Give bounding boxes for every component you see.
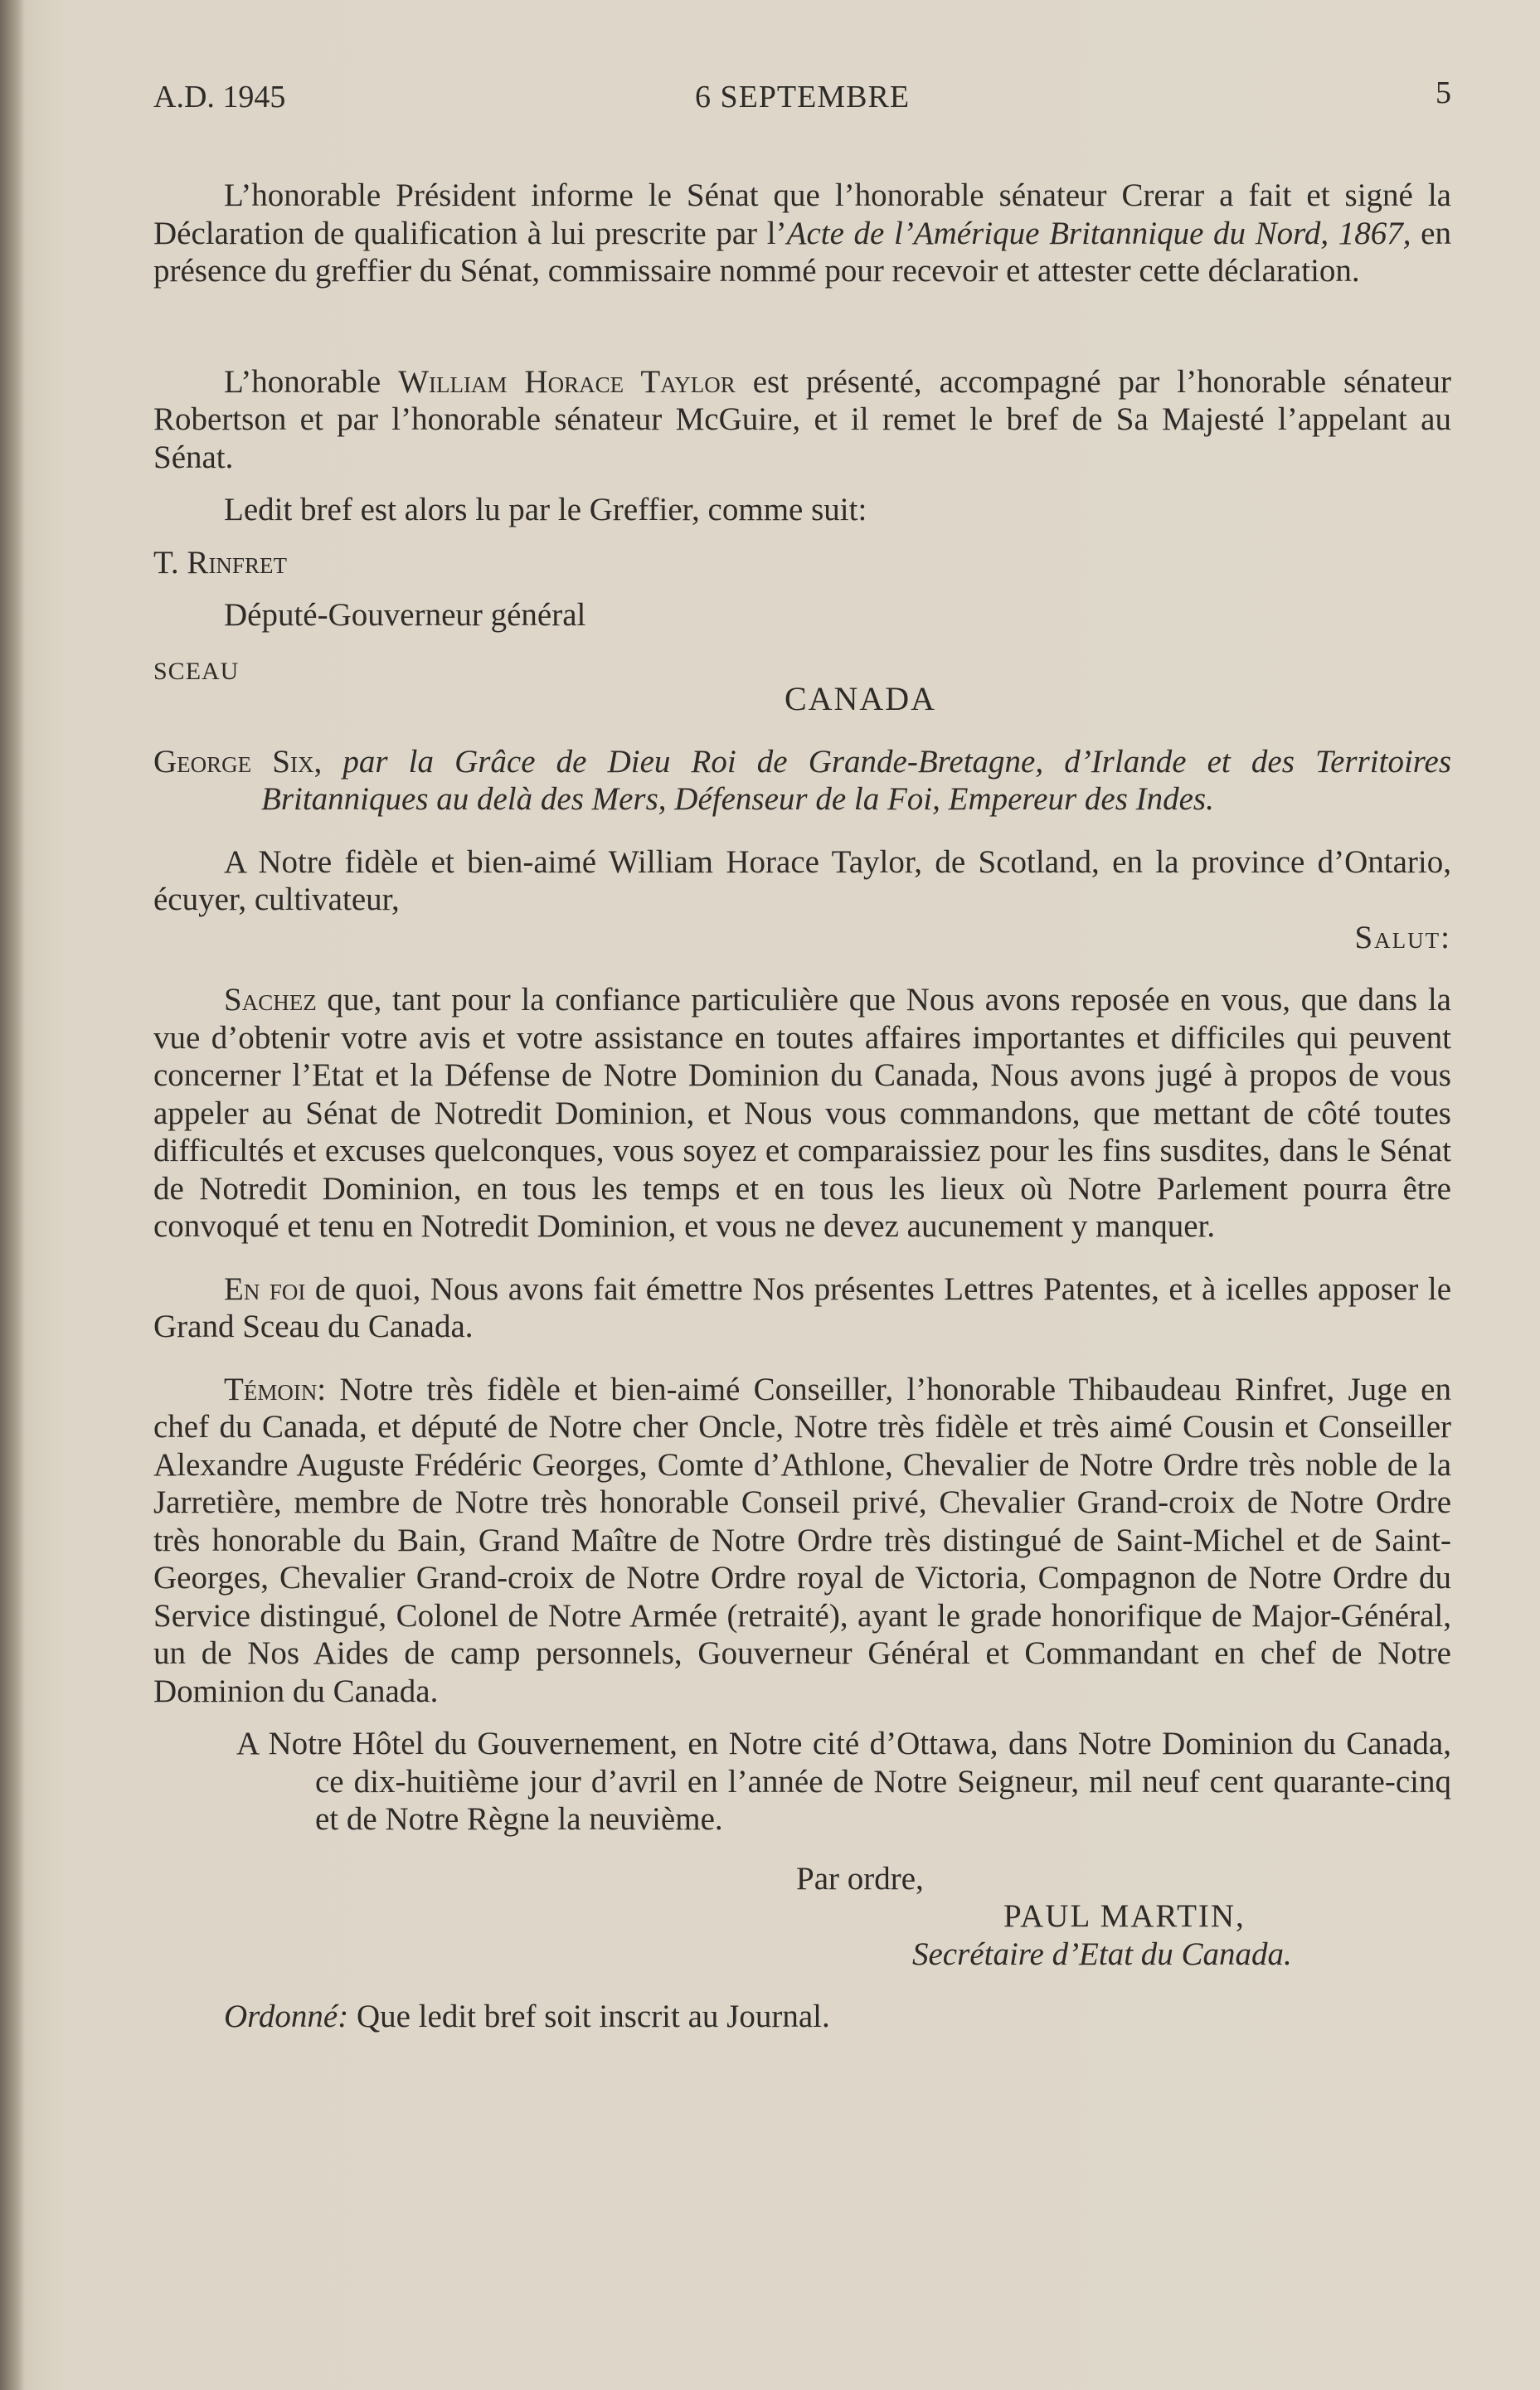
act-title: Acte de l’Amérique Britannique du Nord, 1867, xyxy=(786,215,1411,251)
writ-faith-lead: En foi xyxy=(224,1270,306,1307)
paragraph-qualification xyxy=(153,177,1451,290)
order-text: Que ledit bref soit inscrit au Journal. xyxy=(348,1999,830,2034)
minister-title: Secrétaire d’Etat du Canada. xyxy=(912,1936,1292,1972)
writ-witness xyxy=(153,1371,1451,1711)
paragraph-introduction xyxy=(153,363,1451,477)
header-date: 6 SEPTEMBRE xyxy=(694,80,911,114)
sovereign-name: George Six, xyxy=(153,743,323,780)
writ-witness-text: Notre très fidèle et bien-aimé Conseiller, l’honorable Thibaudeau Rinfret, Juge en chef du Canada, et député de Notre cher Oncle, Notre très fidèle et très aimé Cousin et Conseiller Alexandre Auguste Frédéric Georges, Comte d’Athlone, Chevalier de Notre Ordre très noble de la Jarretière, membre de Notre très honorable Conseil privé, Chevalier Grand-croix de Notre Ordre très honorable du Bain, Grand Maître de Notre Ordre très distingué de Saint-Michel et de Saint-Georges, Chevalier Grand-croix de Notre Ordre royal de Victoria, Compagnon de Notre Ordre du Service distingué, Colonel de Notre Armée (retraité), ayant le grade honorifique de Major-Général, un de Nos Aides de camp personnels, Gouverneur Général et Commandant en chef de Notre Dominion du Canada. xyxy=(153,1371,1451,1709)
sovereign-titles: par la Grâce de Dieu Roi de Grande-Bretagne, d’Irlande et des Territoires Britanniques au delà des Mers, Défenseur de la Foi, Empereur des Indes. xyxy=(261,743,1451,817)
introduction-text-b: est présenté, accompagné par l’honorable sénateur Robertson et par l’honorable sénateur McGuire, et il remet le bref de Sa Majesté l’appelant au Sénat. xyxy=(153,363,1451,475)
writ-country: CANADA xyxy=(784,680,937,717)
writ-signer: T. Rinfret xyxy=(153,544,287,580)
writ-place-date: A Notre Hôtel du Gouvernement, en Notre cité d’Ottawa, dans Notre Dominion du Canada, ce dix-huitième jour d’avril en l’année de Notre Seigneur, mil neuf cent quarante-cinq et de Notre Règne la neuvième. xyxy=(236,1726,1451,1837)
header-year: A.D. 1945 xyxy=(153,80,286,114)
page-binding-shadow xyxy=(0,0,25,2390)
seal-label: SCEAU xyxy=(153,657,240,685)
running-head xyxy=(153,70,1451,120)
writ-address: A Notre fidèle et bien-aimé William Horace Taylor, de Scotland, en la province d’Ontario, écuyer, cultivateur, xyxy=(153,843,1451,917)
introduction-text-a: L’honorable xyxy=(224,363,399,400)
order-lead: Ordonné: xyxy=(224,1999,349,2034)
writ-faith-text: de quoi, Nous avons fait émettre Nos présentes Lettres Patentes, et à icelles apposer le Grand Sceau du Canada. xyxy=(153,1270,1452,1344)
minister-name: PAUL MARTIN, xyxy=(1003,1898,1246,1934)
writ-body xyxy=(153,981,1451,1246)
writ-body-lead: Sachez xyxy=(224,982,317,1018)
writ-salutation: Salut: xyxy=(1354,919,1451,955)
qualification-text-b: en présence du greffier du Sénat, commissaire nommé pour recevoir et attester cette déclaration. xyxy=(153,215,1451,289)
writ-body-text: que, tant pour la confiance particulière que Nous avons reposée en vous, que dans la vue d’obtenir votre avis et votre assistance en toutes affaires importantes et difficiles qui peuvent concerner l’Etat et la Défense de Notre Dominion du Canada, Nous avons jugé à propos de vous appeler au Sénat de Notredit Dominion, et Nous vous commandons, que mettant de côté toutes difficultés et excuses quelconques, vous soyez et comparaissiez pour les fins susdites, dans le Sénat de Notredit Dominion, en tous les temps et en tous les lieux où Notre Parlement pourra être convoqué et tenu en Notredit Dominion, et vous ne devez aucunement y manquer. xyxy=(153,982,1451,1244)
senator-name: William Horace Taylor xyxy=(398,363,736,400)
writ-witness-lead: Témoin: xyxy=(224,1371,327,1407)
paragraph-writ-read: Ledit bref est alors lu par le Greffier, comme suit: xyxy=(224,492,867,527)
sovereign-style xyxy=(153,743,1451,819)
writ-faith xyxy=(153,1270,1451,1346)
order-entry xyxy=(153,1998,1451,2036)
page-content xyxy=(153,70,1451,2036)
qualification-text-a: L’honorable Président informe le Sénat que l’honorable sénateur Crerar a fait et signé la Déclaration de qualification à lui prescrite par l’ xyxy=(153,177,1451,251)
by-order: Par ordre, xyxy=(796,1860,924,1897)
page-number: 5 xyxy=(1436,75,1451,110)
writ-signer-title: Député-Gouverneur général xyxy=(224,597,586,633)
